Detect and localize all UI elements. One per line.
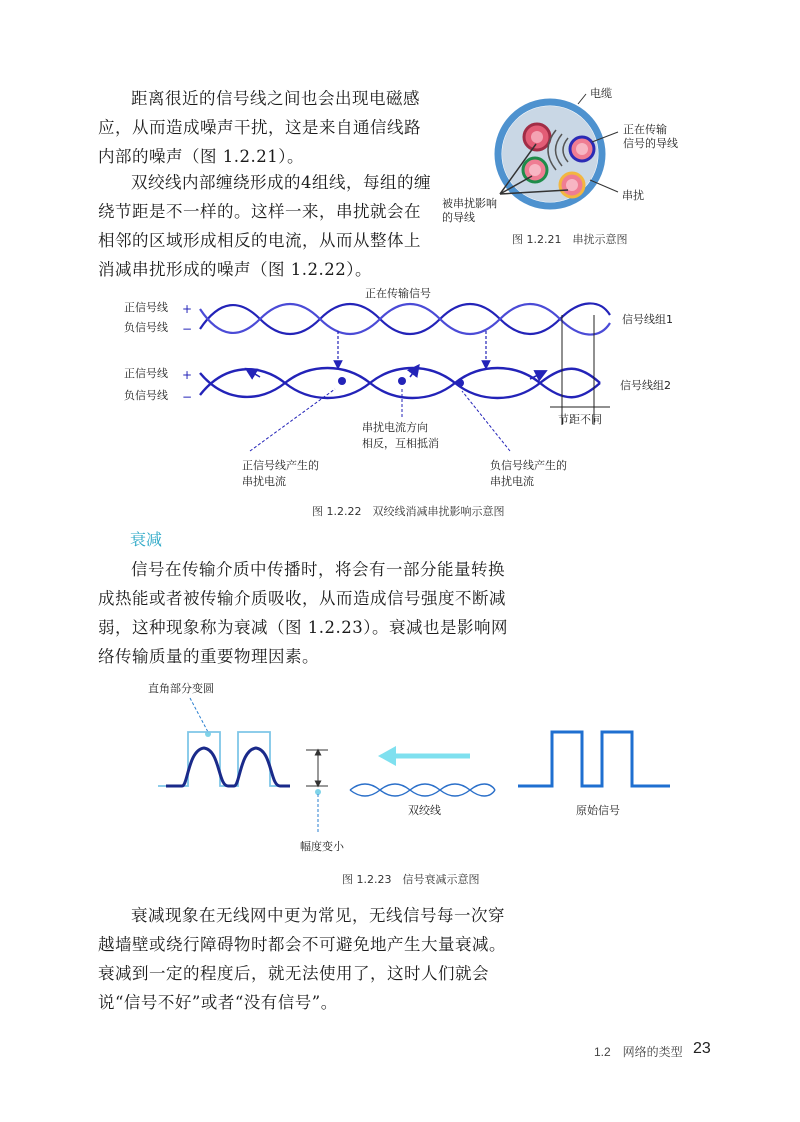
label-group2: 信号线组2 — [620, 379, 671, 392]
label-affected-2: 的导线 — [442, 211, 475, 224]
label-transmitting-1: 正在传输 — [623, 123, 667, 136]
label-pos-gen-1: 正信号线产生的 — [242, 459, 319, 472]
page-number: 23 — [693, 1040, 711, 1057]
footer-section: 1.2 网络的类型 — [594, 1045, 683, 1059]
figure-twisted-pair-cancel — [110, 285, 730, 495]
label-center-1: 串扰电流方向 — [362, 421, 428, 434]
plus-1: + — [182, 302, 193, 316]
caption-fig22: 图 1.2.22 双绞线消减串扰影响示意图 — [312, 505, 505, 518]
section-heading-attenuation: 衰减 — [130, 530, 163, 549]
minus-1: − — [182, 322, 193, 336]
label-neg-line-2: 负信号线 — [124, 389, 168, 402]
label-pos-gen-2: 串扰电流 — [242, 475, 286, 488]
paragraph-twisted-pitch: 双绞线内部缠绕形成的4组线，每组的缠绕节距是不一样的。这样一来，串扰就会在相邻的区域形成相反的电流，从而从整体上消减串扰形成的噪声（图 1.2.22）。 — [98, 173, 431, 279]
label-cable: 电缆 — [590, 87, 612, 100]
caption-fig23: 图 1.2.23 信号衰减示意图 — [342, 873, 480, 886]
plus-2: + — [182, 368, 193, 382]
label-neg-gen-1: 负信号线产生的 — [490, 459, 567, 472]
label-pos-line-2: 正信号线 — [124, 367, 168, 380]
figure-crosstalk — [440, 82, 678, 242]
attenuated-signal — [166, 748, 290, 786]
original-signal — [518, 732, 670, 786]
paragraph-wireless-attenuation: 衰减现象在无线网中更为常见，无线信号每一次穿越墙壁或绕行障碍物时都会不可避免地产生大量衰减。衰减到一定的程度后，就无法使用了，这时人们就会说“信号不好”或者“没有信号”。 — [98, 906, 506, 1012]
caption-fig21: 图 1.2.21 串扰示意图 — [512, 233, 628, 246]
label-original: 原始信号 — [576, 804, 620, 817]
label-transmitting-signal: 正在传输信号 — [365, 287, 431, 300]
label-twisted: 双绞线 — [408, 804, 441, 817]
label-pos-line-1: 正信号线 — [124, 301, 168, 314]
label-pitch: 节距不同 — [558, 413, 602, 426]
label-transmitting-2: 信号的导线 — [623, 137, 678, 150]
label-corner: 直角部分变圆 — [148, 682, 214, 695]
label-affected-1: 被串扰影响 — [442, 197, 497, 210]
paragraph-crosstalk-intro: 距离很近的信号线之间也会出现电磁感应，从而造成噪声干扰，这是来自通信线路内部的噪声（图 1.2.21）。 — [98, 89, 421, 166]
label-center-2: 相反，互相抵消 — [362, 437, 439, 450]
label-crosstalk: 串扰 — [622, 189, 644, 202]
minus-2: − — [182, 390, 193, 404]
label-neg-line-1: 负信号线 — [124, 321, 168, 334]
label-group1: 信号线组1 — [622, 313, 673, 326]
label-amplitude: 幅度变小 — [300, 840, 344, 853]
paragraph-attenuation: 信号在传输介质中传播时，将会有一部分能量转换成热能或者被传输介质吸收，从而造成信号强度不断减弱，这种现象称为衰减（图 1.2.23）。衰减也是影响网络传输质量的重要物理因素。 — [98, 560, 508, 666]
label-neg-gen-2: 串扰电流 — [490, 475, 534, 488]
figure-attenuation — [150, 678, 690, 858]
